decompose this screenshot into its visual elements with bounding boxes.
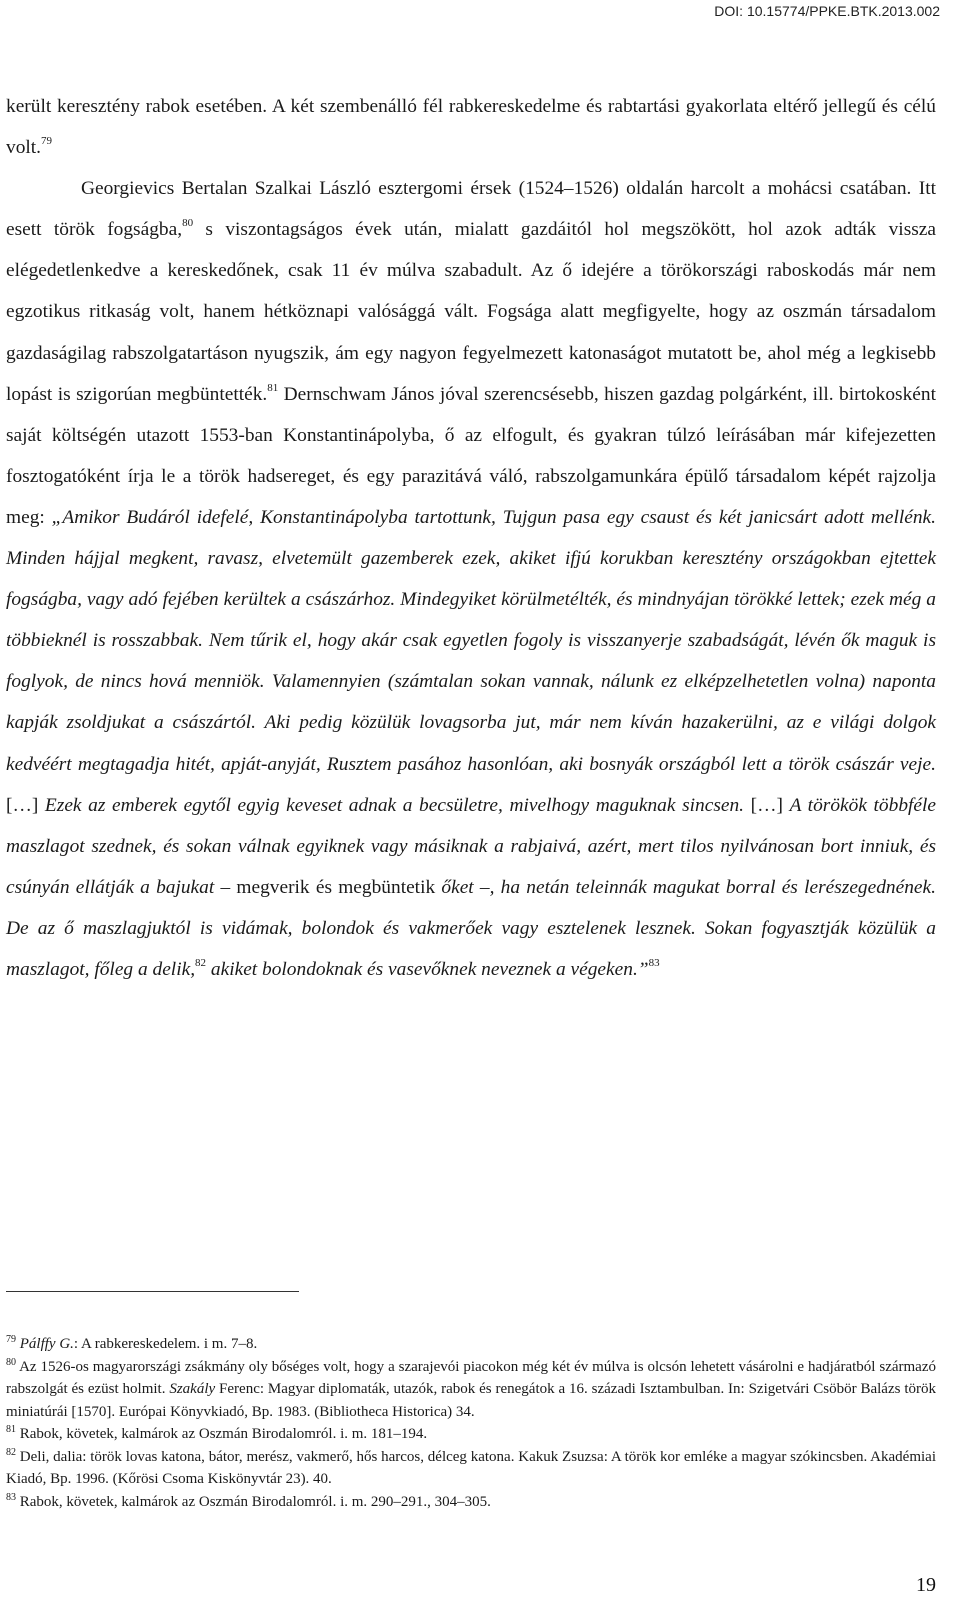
paragraph-2-text-a: Georgievics Bertalan Szalkai László esztergomi érsek (1524–1526) oldalán harcolt a mohácsi csatában. Itt esett török fogságba, xyxy=(6,178,936,241)
footnote-text: Rabok, követek, kalmárok az Oszmán Birodalomról. i. m. 290–291., 304–305. xyxy=(19,1493,491,1510)
footnote-80 xyxy=(6,1356,936,1424)
footnote-text-2: : A török kor emléke a magyar szókincsben. Akadémiai Kiadó, Bp. 1996. (Kőrösi Csoma Kiskönyvtár 23). 40. xyxy=(6,1448,936,1487)
footnote-ref-82[interactable]: 82 xyxy=(195,956,207,969)
page-number: 19 xyxy=(916,1574,936,1596)
quote-dash-text: – megverik és megbüntetik xyxy=(214,876,442,898)
footnote-number: 81 xyxy=(6,1424,16,1435)
footnote-number: 80 xyxy=(6,1356,16,1368)
footnote-author-firstname: Ferenc xyxy=(215,1381,260,1397)
quote-part-4: őket –, ha netán teleinnák magukat borral és lerészegednének. De az ő maszlagjuktól is vidámak, bolondok és vakmerőek vagy esztelenek lesznek. Sokan fogyasztják közülük a maszlagot, főleg a delik, xyxy=(6,876,936,980)
footnotes xyxy=(6,1333,936,1513)
footnote-author: Pálffy G. xyxy=(19,1336,74,1352)
footnote-83 xyxy=(6,1491,936,1514)
footnote-ref-83[interactable]: 83 xyxy=(648,956,660,969)
quote-part-1: „Amikor Budáról idefelé, Konstantinápolyba tartottunk, Tujgun pasa egy csaust és két janicsárt adott mellénk. Minden hájjal megkent, ravasz, elvetemült gazemberek ezek, akiket ifjú korukban keresztény országokban ejtettek fogságba, vagy adó fejében kerültek a császárhoz. Mindegyiket körülmetélték, és mindnyájan törökké lettek; ezek még a többieknél is rosszabbak. Nem tűrik el, hogy akár csak egyetlen fogoly is visszanyerje szabadságát, lévén ők maguk is foglyok, de nincs hová menniök. Valamennyien (számtalan sokan vannak, nálunk ez elképzelhetetlen volna) naponta kapják zsoldjukat a császártól. Aki pedig közülük lovagsorba jut, már nem kíván hazakerülni, az e világi dolgok kedvéért megtagadja hitét, apját-anyját, Rusztem pasához hasonlóan, aki bosnyák országból lett a török császár veje. xyxy=(6,506,936,775)
footnote-separator xyxy=(6,1291,299,1292)
quote-part-3: A törökök többféle maszlagot szednek, és sokan válnak egyiknek vagy másiknak a rabjaivá, azért, mert tilos nyilvánosan bort inniuk, és csúnyán ellátják a bajukat xyxy=(6,794,936,898)
footnote-ref-80[interactable]: 80 xyxy=(182,217,194,230)
footnote-number: 79 xyxy=(6,1334,16,1345)
paragraph-2-text-c: Dernschwam János jóval szerencsésebb, hiszen gazdag polgárként, ill. birtokosként saját költségén utazott 1553-ban Konstantinápolyba, ő az elfogult, és gyakran túlzó leírásában már kifejezetten fosztogatóként írja le a török hadsereget, és egy parazitává váló, rabszolgamunkára épülő társadalom képét rajzolja meg: xyxy=(6,383,936,528)
footnote-author: Szakály xyxy=(169,1381,216,1397)
footnote-author: Kakuk Zsuzsa xyxy=(518,1448,604,1465)
ellipsis-2: […] xyxy=(744,794,790,816)
footnote-text: Deli, dalia: török lovas katona, bátor, merész, vakmerő, hős harcos, délceg katona. xyxy=(19,1448,519,1465)
footnote-82 xyxy=(6,1446,936,1491)
doi-header: DOI: 10.15774/PPKE.BTK.2013.002 xyxy=(714,3,940,19)
footnote-text: Rabok, követek, kalmárok az Oszmán Birodalomról. i. m. 181–194. xyxy=(19,1426,428,1442)
footnote-text-2: : Magyar diplomaták, utazók, rabok és renegátok a 16. századi Isztambulban. In: Szigetvári Csöbör Balázs török miniatúrái [1570]. Európai Könyvkiadó, Bp. 1983. (Bibliotheca Historica) 34. xyxy=(6,1381,936,1420)
paragraph-2-text-b: s viszontagságos évek után, mialatt gazdáitól hol megszökött, hol azok adták vissza elégedetlenkedve a kereskedőnek, csak 11 év múlva szabadult. Az ő idejére a törökországi raboskodás már nem egzotikus ritkaság volt, hanem hétköznapi valósággá vált. Fogsága alatt megfigyelte, hogy az oszmán társadalom gazdaságilag rabszolgatartáson nyugszik, ám egy nagyon fegyelmezett katonaságot mutatott be, ahol még a legkisebb lopást is szigorúan megbüntették. xyxy=(6,219,936,405)
footnote-text: : A rabkereskedelem. i m. 7–8. xyxy=(73,1336,258,1352)
footnote-number: 83 xyxy=(6,1491,16,1503)
footnote-text: Az 1526-os magyarországi zsákmány oly bőséges volt, hogy a szarajevói piacokon még két év múlva is olcsón lehetett vásárolni e hadjáratból származó rabszolgát és ezüst holmit. xyxy=(6,1358,936,1397)
quote-part-2: Ezek az emberek egytől egyig keveset adnak a becsületre, mivelhogy maguknak sincsen. xyxy=(44,794,745,816)
paragraph-2 xyxy=(6,168,936,990)
footnote-number: 82 xyxy=(6,1446,16,1458)
footnote-ref-81[interactable]: 81 xyxy=(267,381,279,394)
footnote-81 xyxy=(6,1423,936,1446)
footnote-79 xyxy=(6,1333,936,1356)
footnote-ref-79[interactable]: 79 xyxy=(41,135,53,148)
paragraph-1-text: került keresztény rabok esetében. A két szembenálló fél rabkereskedelme és rabtartási gyakorlata eltérő jellegű és célú volt. xyxy=(6,96,936,159)
paragraph-1 xyxy=(6,86,936,168)
quote-part-5: akiket bolondoknak és vasevőknek neveznek a végeken.” xyxy=(206,958,649,980)
body-text xyxy=(6,86,936,990)
ellipsis-1: […] xyxy=(6,794,45,816)
